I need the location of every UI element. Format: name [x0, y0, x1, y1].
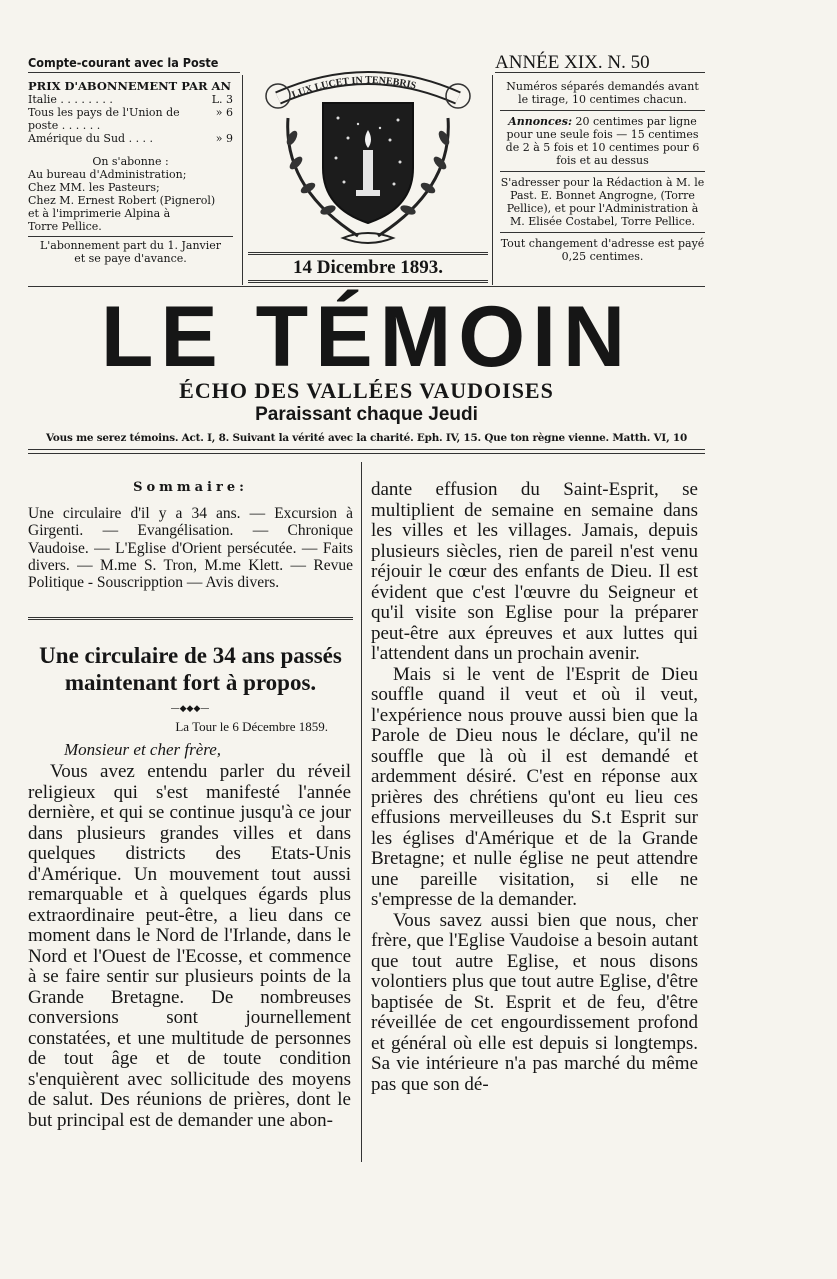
subscription-box [28, 80, 233, 265]
article-right-column [371, 480, 698, 1095]
postal-account-note: Compte-courant avec la Poste [28, 55, 219, 70]
subscription-title: PRIX D'ABONNEMENT PAR AN [28, 79, 231, 93]
summary-text: Une circulaire d'il y a 34 ans. — Excursion à Girgenti. — Evangélisation. — Chronique Vaudoise. — L'Eglise d'Orient persécutée. — Faits divers. — M.me S. Tron, M.me Klett. — Revue Politique - Souscripption — Avis divers. [28, 505, 353, 592]
ads-label: Annonces: [508, 115, 573, 128]
subscription-price-list [28, 93, 233, 145]
ornament-divider: —◆◆◆— [170, 704, 210, 714]
contact-addresses: S'adresser pour la Rédaction à M. le Past. E. Bonnet Angrogne, (Torre Pellice), et pour l'Administration à M. Elisée Costabel, Torre Pellice. [500, 176, 705, 228]
issue-date: 14 Dicembre 1893. [292, 257, 444, 278]
ads-pricing: 20 centimes par ligne pour une seule fois — 15 centimes de 2 à 5 fois et 10 centimes pour 6 fois et au dessus [505, 115, 700, 167]
subscription-region: Amérique du Sud . . . . [28, 132, 154, 145]
subscribe-offices: Au bureau d'Administration; Chez MM. les Pasteurs; Chez M. Ernest Robert (Pignerol) et à l'imprimerie Alpina à Torre Pellice. [28, 168, 216, 233]
subscription-price: L. 3 [211, 93, 233, 106]
summary-heading: Sommaire: [133, 480, 248, 495]
scripture-mottos: Vous me serez témoins. Act. I, 8. Suivant la vérité avec la charité. Eph. IV, 15. Que ton règne vienne. Matth. VI, 10 [46, 432, 687, 444]
svg-text:LUX LUCET IN TENEBRIS [290, 75, 417, 101]
article-paragraph: Vous savez aussi bien que nous, cher frère, que l'Eglise Vaudoise a besoin autant que tout autre Eglise, et nous disons volontiers plus que tout autre Eglise, d'être baptisée de St. Esprit et de feu, d'être réveillée de cet engourdissement profond et général où elle est depuis si longtemps. Sa vie intérieure n'a pas marché du même pas que son dé- [371, 909, 698, 1095]
subscription-row [28, 132, 233, 145]
subscription-start-note: L'abonnement part du 1. Janvier et se paye d'avance. [39, 239, 222, 265]
publication-frequency: Paraissant chaque Jeudi [255, 404, 478, 425]
subscription-row [28, 93, 233, 106]
article-salutation: Monsieur et cher frère, [64, 740, 222, 759]
year-issue-number: ANNÉE XIX. N. 50 [495, 52, 650, 73]
article-left-column [28, 762, 351, 1131]
article-dateline: La Tour le 6 Décembre 1859. [175, 719, 328, 734]
address-change-note: Tout changement d'adresse est payé 0,25 centimes. [500, 237, 705, 263]
article-title: Une circulaire de 34 ans passés maintenant fort à propos. [39, 643, 342, 695]
subscription-region: Tous les pays de l'Union de poste . . . . . . [28, 106, 180, 132]
emblem [248, 58, 488, 253]
masthead-title: LE TÉMOIN [100, 289, 633, 385]
subscription-price: » 6 [215, 106, 233, 119]
article-paragraph: dante effusion du Saint-Esprit, se multiplient de semaine en semaine dans les villes et les villages. Jamais, depuis plusieurs siècles, rien de pareil n'est venu réjouir le cœur des enfants de Dieu. Il est évident que c'est l'œuvre du Seigneur et qu'il visite son Eglise pour la préparer peut-être aux épreuves et aux luttes qui l'attendent dans un prochain avenir. [371, 479, 698, 664]
subscription-row [28, 106, 233, 132]
article-paragraph: Vous avez entendu parler du réveil religieux qui s'est manifesté l'année dernière, et qui se continue jusqu'à ce jour dans plusieurs grandes villes et dans quelques districts des Etats-Unis d'Amérique. Un mouvement tout aussi remarquable et à quelques égards plus extraordinaire peut-être, a lieu dans ce moment dans le Nord de l'Irlande, dans le Nord et l'Ouest de l'Ecosse, et commence à se faire sentir sur plusieurs points de la Grande Bretagne. De nombreuses conversions sont journellement constatées, et une multitude de personnes de tout âge et de toute condition s'enquièrent avec sollicitude des moyens de salut. Des réunions de prières, dont le but principal est de demander une abon- [28, 761, 351, 1131]
masthead-subtitle: ÉCHO DES VALLÉES VAUDOISES [179, 378, 554, 403]
info-box [500, 80, 705, 263]
subscription-price: » 9 [215, 132, 233, 145]
emblem-motto: LUX LUCET IN TENEBRIS [290, 74, 418, 101]
single-issue-note: Numéros séparés demandés avant le tirage, 10 centimes chacun. [506, 80, 699, 106]
subscription-region: Italie . . . . . . . . [28, 93, 113, 106]
article-paragraph: Mais si le vent de l'Esprit de Dieu souffle quand il veut et où il veut, l'expérience nous prouve aussi bien que la Parole de Dieu nous le déclare, qu'il ne souffle que là où il est demandé et ardemment désiré. C'est en réponse aux prières des chrétiens qu'ont eu lieu ces effusions merveilleuses du S.t Esprit sur les églises d'Amérique et de la Grande Bretagne; et nulle église ne peut attendre une pareille visitation, si elle ne s'empresse de la demander. [371, 663, 698, 910]
lamp-emblem-icon [248, 58, 488, 253]
subscribe-heading: On s'abonne : [92, 155, 169, 168]
